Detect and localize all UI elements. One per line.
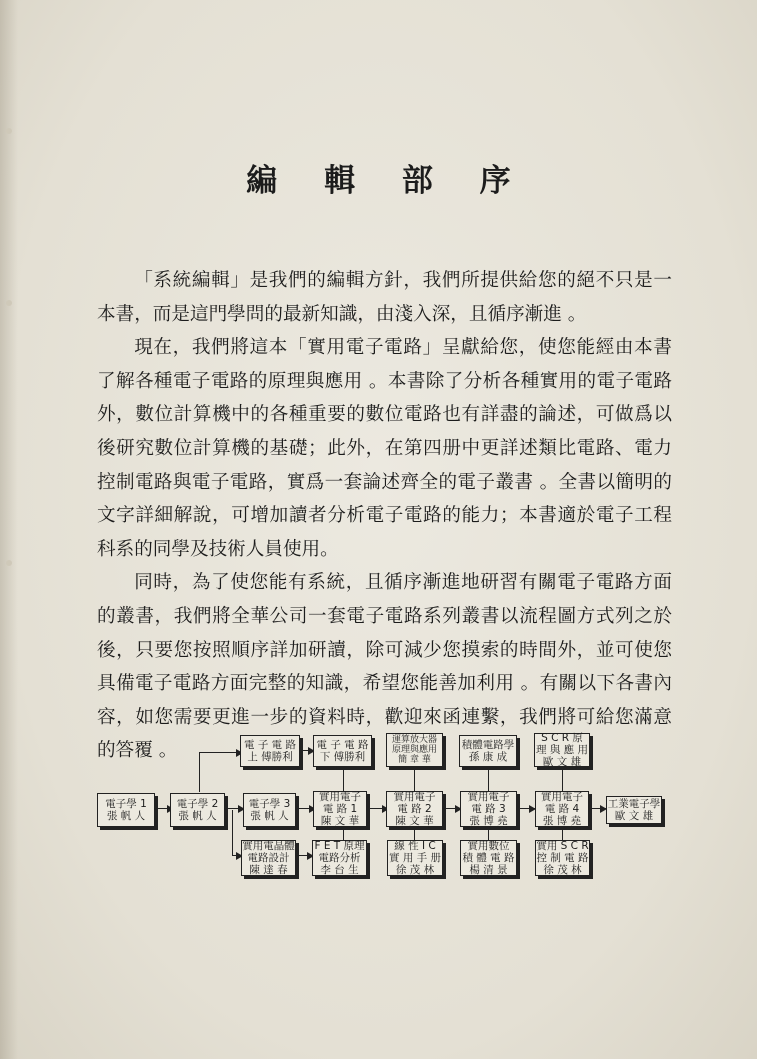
book-box-linear-ic: 線 性 I C 實 用 手 册 徐 茂 林 [388, 840, 441, 876]
paragraph: 「系統編輯」是我們的編輯方針，我們所提供給您的絕不只是一本書，而是這門學問的最新知識，由淺入深，且循序漸進 。 [97, 270, 672, 325]
book-box-industrial: 工業電子學 歐 文 雄 [607, 798, 661, 822]
book-box-fet: F E T 原理 電路分析 李 台 生 [312, 840, 367, 876]
book-box-electronics-3: 電子學 3 張 帆 人 [243, 793, 296, 827]
paragraph: 同時，為了使您能有系統，且循序漸進地研習有關電子電路方面的叢書，我們將全華公司一套電子電路系列叢書以流程圖方式列之於後，只要您按照順序詳加研讀，除可減少您摸索的時間外，並可使您具備電子電路方面完整的知識，希望您能善加利用 。有關以下各書內容，如您需要更進一步的資料時，歡迎來函連繫，我們將可給您滿意的答覆 。 [97, 572, 672, 762]
connector-line [488, 766, 489, 794]
paragraph: 現在，我們將這本「實用電子電路」呈獻給您，使您能經由本書了解各種電子電路的原理與應用 。本書除了分析各種實用的電子電路外，數位計算機中的各種重要的數位電路也有詳盡的論述，可做爲以後研究數位計算機的基礎；此外，在第四册中更詳述類比電路、電力控制電路與電子電路，實爲一套論述齊全的電子叢書 。全書以簡明的文字詳細解說，可增加讀者分析電子電路的能力；本書適於電子工程科系的同學及技術人員使用。 [97, 337, 672, 560]
book-box-opamp: 運算放大器 原理與應用 簡 章 華 [386, 733, 443, 767]
connector-line [199, 752, 200, 792]
connector-line [562, 766, 563, 794]
connector-line [414, 766, 415, 794]
connector-line [343, 825, 344, 841]
book-box-circuits-upper: 電 子 電 路 上 傅勝利 [240, 735, 300, 767]
book-box-practical-2: 實用電子 電 路 2 陳 文 華 [386, 791, 443, 827]
book-box-electronics-2: 電子學 2 張 帆 人 [170, 793, 225, 827]
book-box-transistor: 實用電晶體 電路設計 陳 達 春 [242, 840, 295, 876]
page-title: 編 輯 部 序 [246, 163, 529, 199]
connector-line [562, 825, 563, 841]
book-box-circuits-lower: 電 子 電 路 下 傅勝利 [313, 735, 372, 767]
book-box-scr-theory: S C R 原 理 與 應 用 歐 文 雄 [535, 732, 588, 768]
book-box-electronics-1: 電子學 1 張 帆 人 [97, 793, 155, 827]
book-box-ic: 積體電路學 孫 康 成 [459, 735, 517, 767]
connector-line [414, 825, 415, 841]
book-box-practical-1: 實用電子 電 路 1 陳 文 華 [313, 791, 367, 827]
connector-line [343, 766, 344, 794]
book-box-scr-control: 實用 S C R 控 制 電 路 徐 茂 林 [536, 840, 589, 876]
connector-line [488, 825, 489, 841]
book-box-practical-4: 實用電子 電 路 4 張 博 堯 [535, 791, 589, 827]
book-box-practical-3: 實用電子 電 路 3 張 博 堯 [460, 791, 517, 827]
book-box-digital-ic: 實用數位 積 體 電 路 楊 清 景 [460, 840, 517, 876]
connector-line [232, 810, 233, 856]
